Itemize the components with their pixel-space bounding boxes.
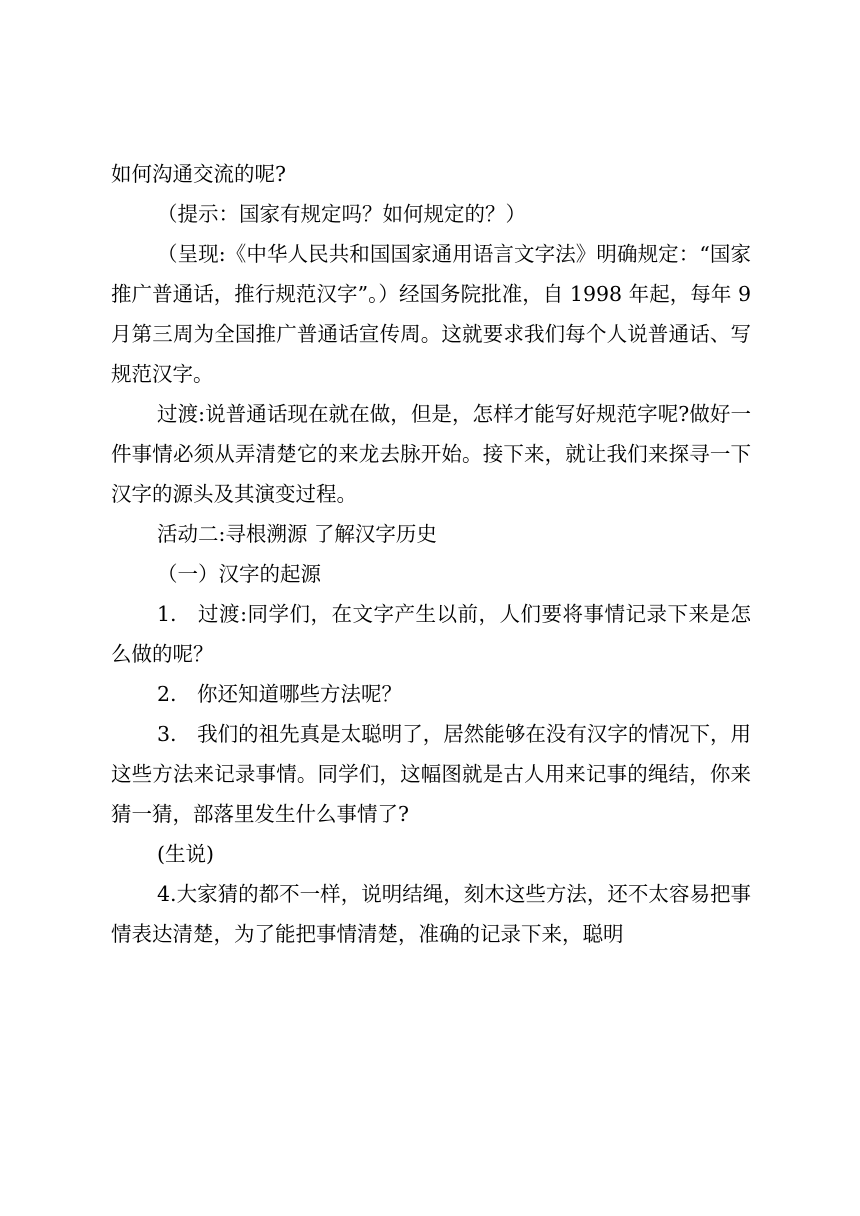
paragraph-1: 如何沟通交流的呢? [111, 162, 286, 186]
paragraph-4: 过渡:说普通话现在就在做，但是，怎样才能写好规范字呢?做好一件事情必须从弄清楚它的来龙去脉开始。接下来，就让我们来探寻一下汉字的源头及其演变过程。 [111, 402, 751, 506]
document-body [111, 154, 758, 954]
paragraph-8: 2. 你还知道哪些方法呢？ [157, 682, 403, 706]
paragraph-9: 3. 我们的祖先真是太聪明了，居然能够在没有汉字的情况下，用这些方法来记录事情。同学们，这幅图就是古人用来记事的绳结，你来猜一猜，部落里发生什么事情了? [111, 722, 751, 826]
paragraph-2: （提示：国家有规定吗？如何规定的？） [157, 202, 526, 226]
paragraph-3: （呈现:《中华人民共和国国家通用语言文字法》明确规定：“国家推广普通话，推行规范汉字”。）经国务院批准，自 1998 年起，每年 9 月第三周为全国推广普通话宣传周。这就要求我们每个人说普通话、写规范汉字。 [111, 242, 758, 386]
paragraph-6: （一）汉字的起源 [157, 562, 321, 586]
paragraph-11: 4.大家猜的都不一样，说明结绳，刻木这些方法，还不太容易把事情表达清楚，为了能把事情清楚，准确的记录下来，聪明 [111, 882, 751, 946]
paragraph-7: 1. 过渡:同学们，在文字产生以前，人们要将事情记录下来是怎么做的呢？ [111, 602, 751, 666]
paragraph-10: (生说) [157, 842, 214, 866]
paragraph-5: 活动二:寻根溯源 了解汉字历史 [157, 522, 437, 546]
